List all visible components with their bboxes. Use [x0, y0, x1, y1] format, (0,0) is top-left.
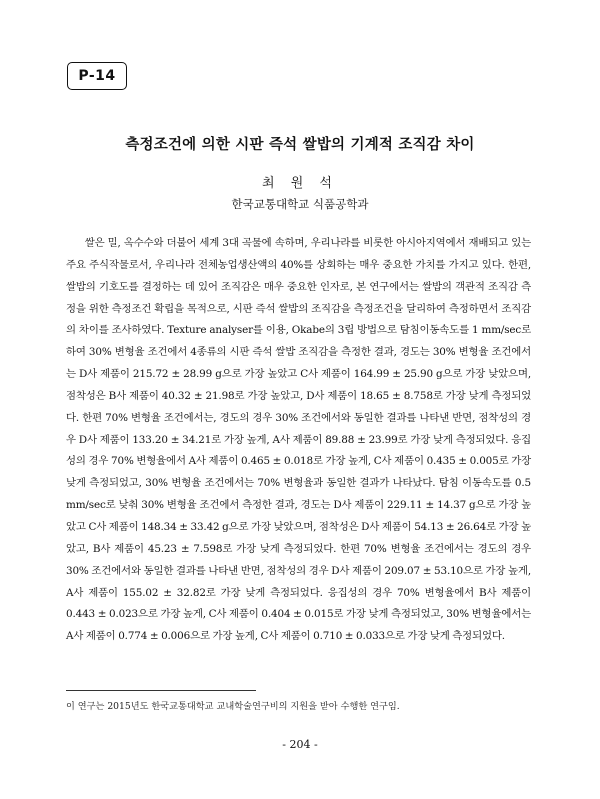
author-affiliation: 한국교통대학교 식품공학과	[231, 197, 369, 211]
paper-title: 측정조건에 의한 시판 즉석 쌀밥의 기계적 조직감 차이	[125, 137, 475, 153]
funding-footnote: 이 연구는 2015년도 한국교통대학교 교내학술연구비의 지원을 받아 수행한 연구임.	[66, 701, 400, 712]
abstract-body: 쌀은 밀, 옥수수와 더불어 세계 3대 곡물에 속하며, 우리나라를 비롯한 아시아지역에서 재배되고 있는 주요 주식작물로서, 우리나라 전체농업생산액의 40%를 상회하는 매우 중요한 가치를 가지고 있다. 한편, 쌀밥의 기호도를 결정하는 데 있어 조직감은 매우 중요한 인자로, 본 연구에서는 쌀밥의 객관적 조직감 측정을 위한 측정조건 확립을 목적으로, 시판 즉석 쌀밥의 조직감을 측정조건을 달리하여 측정하면서 조직감의 차이를 조사하였다. Texture analyser를 이용, Okabe의 3립 방법으로 탐침이동속도를 1 mm/sec로 하여 30% 변형율 조건에서 4종류의 시판 즉석 쌀밥 조직감을 측정한 결과, 경도는 30% 변형율 조건에서는 D사 제품이 215.72 ± 28.99 g으로 가장 높았고 C사 제품이 164.99 ± 25.90 g으로 가장 낮았으며, 점착성은 B사 제품이 40.32 ± 21.98로 가장 높았고, D사 제품이 18.65 ± 8.758로 가장 낮게 측정되었다. 한편 70% 변형율 조건에서는, 경도의 경우 30% 조건에서와 동일한 결과를 나타낸 반면, 점착성의 경우 D사 제품이 133.20 ± 34.21로 가장 높게, A사 제품이 89.88 ± 23.99로 가장 낮게 측정되었다. 응집성의 경우 70% 변형율에서 A사 제품이 0.465 ± 0.018로 가장 높게, C사 제품이 0.435 ± 0.005로 가장 낮게 측정되었고, 30% 변형율 조건에서는 70% 변형율과 동일한 결과가 나타났다. 탐침 이동속도를 0.5 mm/sec로 낮춰 30% 변형율 조건에서 측정한 결과, 경도는 D사 제품이 229.11 ± 14.37 g으로 가장 높았고 C사 제품이 148.34 ± 33.42 g으로 가장 낮았으며, 점착성은 D사 제품이 54.13 ± 26.64로 가장 높았고, B사 제품이 45.23 ± 7.598로 가장 낮게 측정되었다. 한편 70% 변형율 조건에서는 경도의 경우 30% 조건에서와 동일한 결과를 나타낸 반면, 점착성의 경우 D사 제품이 209.07 ± 53.10으로 가장 높게, A사 제품이 155.02 ± 32.82로 가장 낮게 측정되었다. 응집성의 경우 70% 변형율에서 B사 제품이 0.443 ± 0.023으로 가장 높게, C사 제품이 0.404 ± 0.015로 가장 낮게 측정되었고, 30% 변형율에서는 A사 제품이 0.774 ± 0.006으로 가장 높게, C사 제품이 0.710 ± 0.033으로 가장 낮게 측정되었다.	[66, 237, 531, 643]
author-name: 최 원 석	[262, 176, 338, 191]
page-number: - 204 -	[282, 738, 318, 751]
footnote-divider	[66, 690, 256, 691]
poster-number-badge: P-14	[67, 62, 127, 90]
